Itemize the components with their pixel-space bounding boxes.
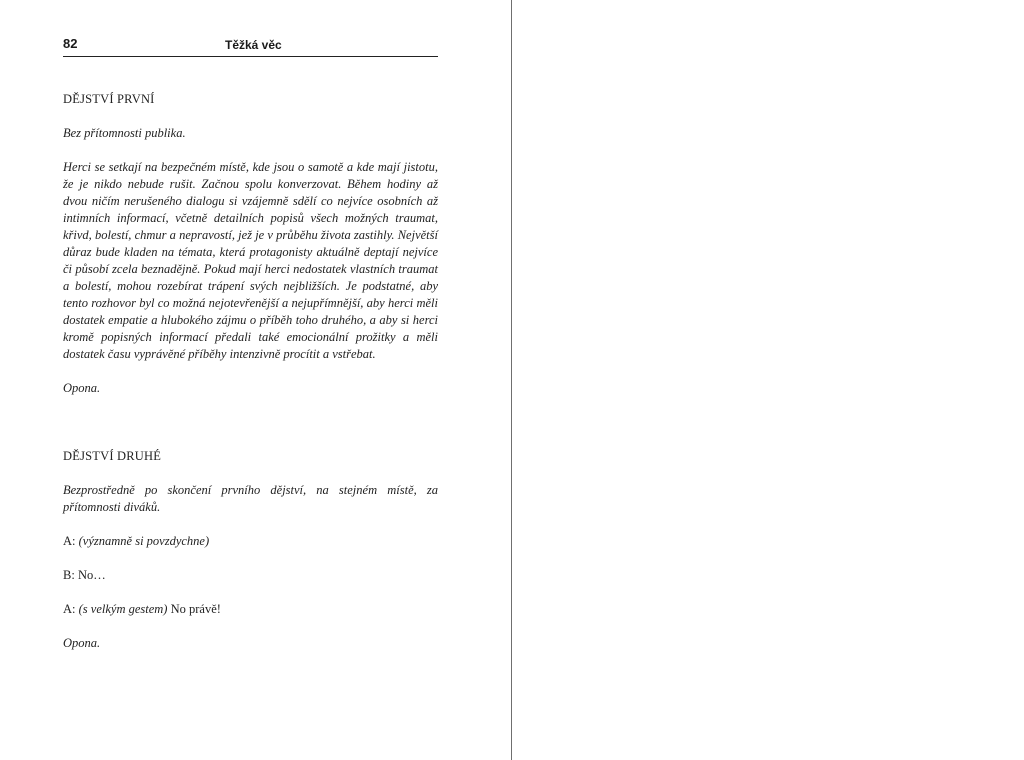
page-body (63, 91, 438, 652)
dialogue-speaker: B: (63, 568, 75, 582)
act-two-curtain: Opona. (63, 636, 101, 650)
dialogue-direction: (významně si povzdychne) (78, 534, 210, 548)
act-two-stage-note: Bezprostředně po skončení prvního dějství, na stejném místě, za přítomnosti diváků. (63, 483, 438, 514)
act-one-description: Herci se setkají na bezpečném místě, kde jsou o samotě a kde mají jistotu, že je nikdo nebude rušit. Začnou spolu konverzovat. Během hodiny až dvou ničím nerušeného dialogu si vzájemně sdělí co nejvíce osobních až intimních informací, včetně detailních popisů všech možných traumat, křivd, bolestí, chmur a nepravostí, jež je v průběhu života zastihly. Největší důraz bude kladen na témata, která protagonisty aktuálně deptají nejvíce či působí zcela beznadějně. Pokud mají herci nedostatek vlastních traumat a bolestí, mohou rozebírat trápení svých nejbližších. Je podstatné, aby tento rozhovor byl co možná nejotevřenější a nejupřímnější, aby herci měli dostatek empatie a hlubokého zájmu o příběh toho druhého, a aby si herci kromě popisných informací předali také emocionální prožitky a měli dostatek času vyprávěné příběhy intenzivně procítit a vstřebat. (63, 160, 438, 361)
dialogue-direction: (s velkým gestem) (78, 602, 168, 616)
page-number: 82 (63, 36, 78, 51)
act-two-heading: DĚJSTVÍ DRUHÉ (63, 449, 162, 463)
dialogue-line (63, 567, 438, 584)
dialogue-text: No… (77, 568, 106, 582)
dialogue-speaker: A: (63, 602, 76, 616)
dialogue-text: No právě! (170, 602, 221, 616)
running-title: Těžká věc (225, 38, 282, 52)
act-one-curtain: Opona. (63, 381, 101, 395)
act-one-stage-note: Bez přítomnosti publika. (63, 126, 186, 140)
dialogue-speaker: A: (63, 534, 76, 548)
dialogue-line (63, 533, 438, 550)
right-page-blank (512, 0, 1024, 760)
left-page (0, 0, 511, 760)
dialogue-line (63, 601, 438, 618)
act-separator (63, 397, 438, 448)
act-one-heading: DĚJSTVÍ PRVNÍ (63, 92, 155, 106)
page-header (63, 36, 438, 57)
